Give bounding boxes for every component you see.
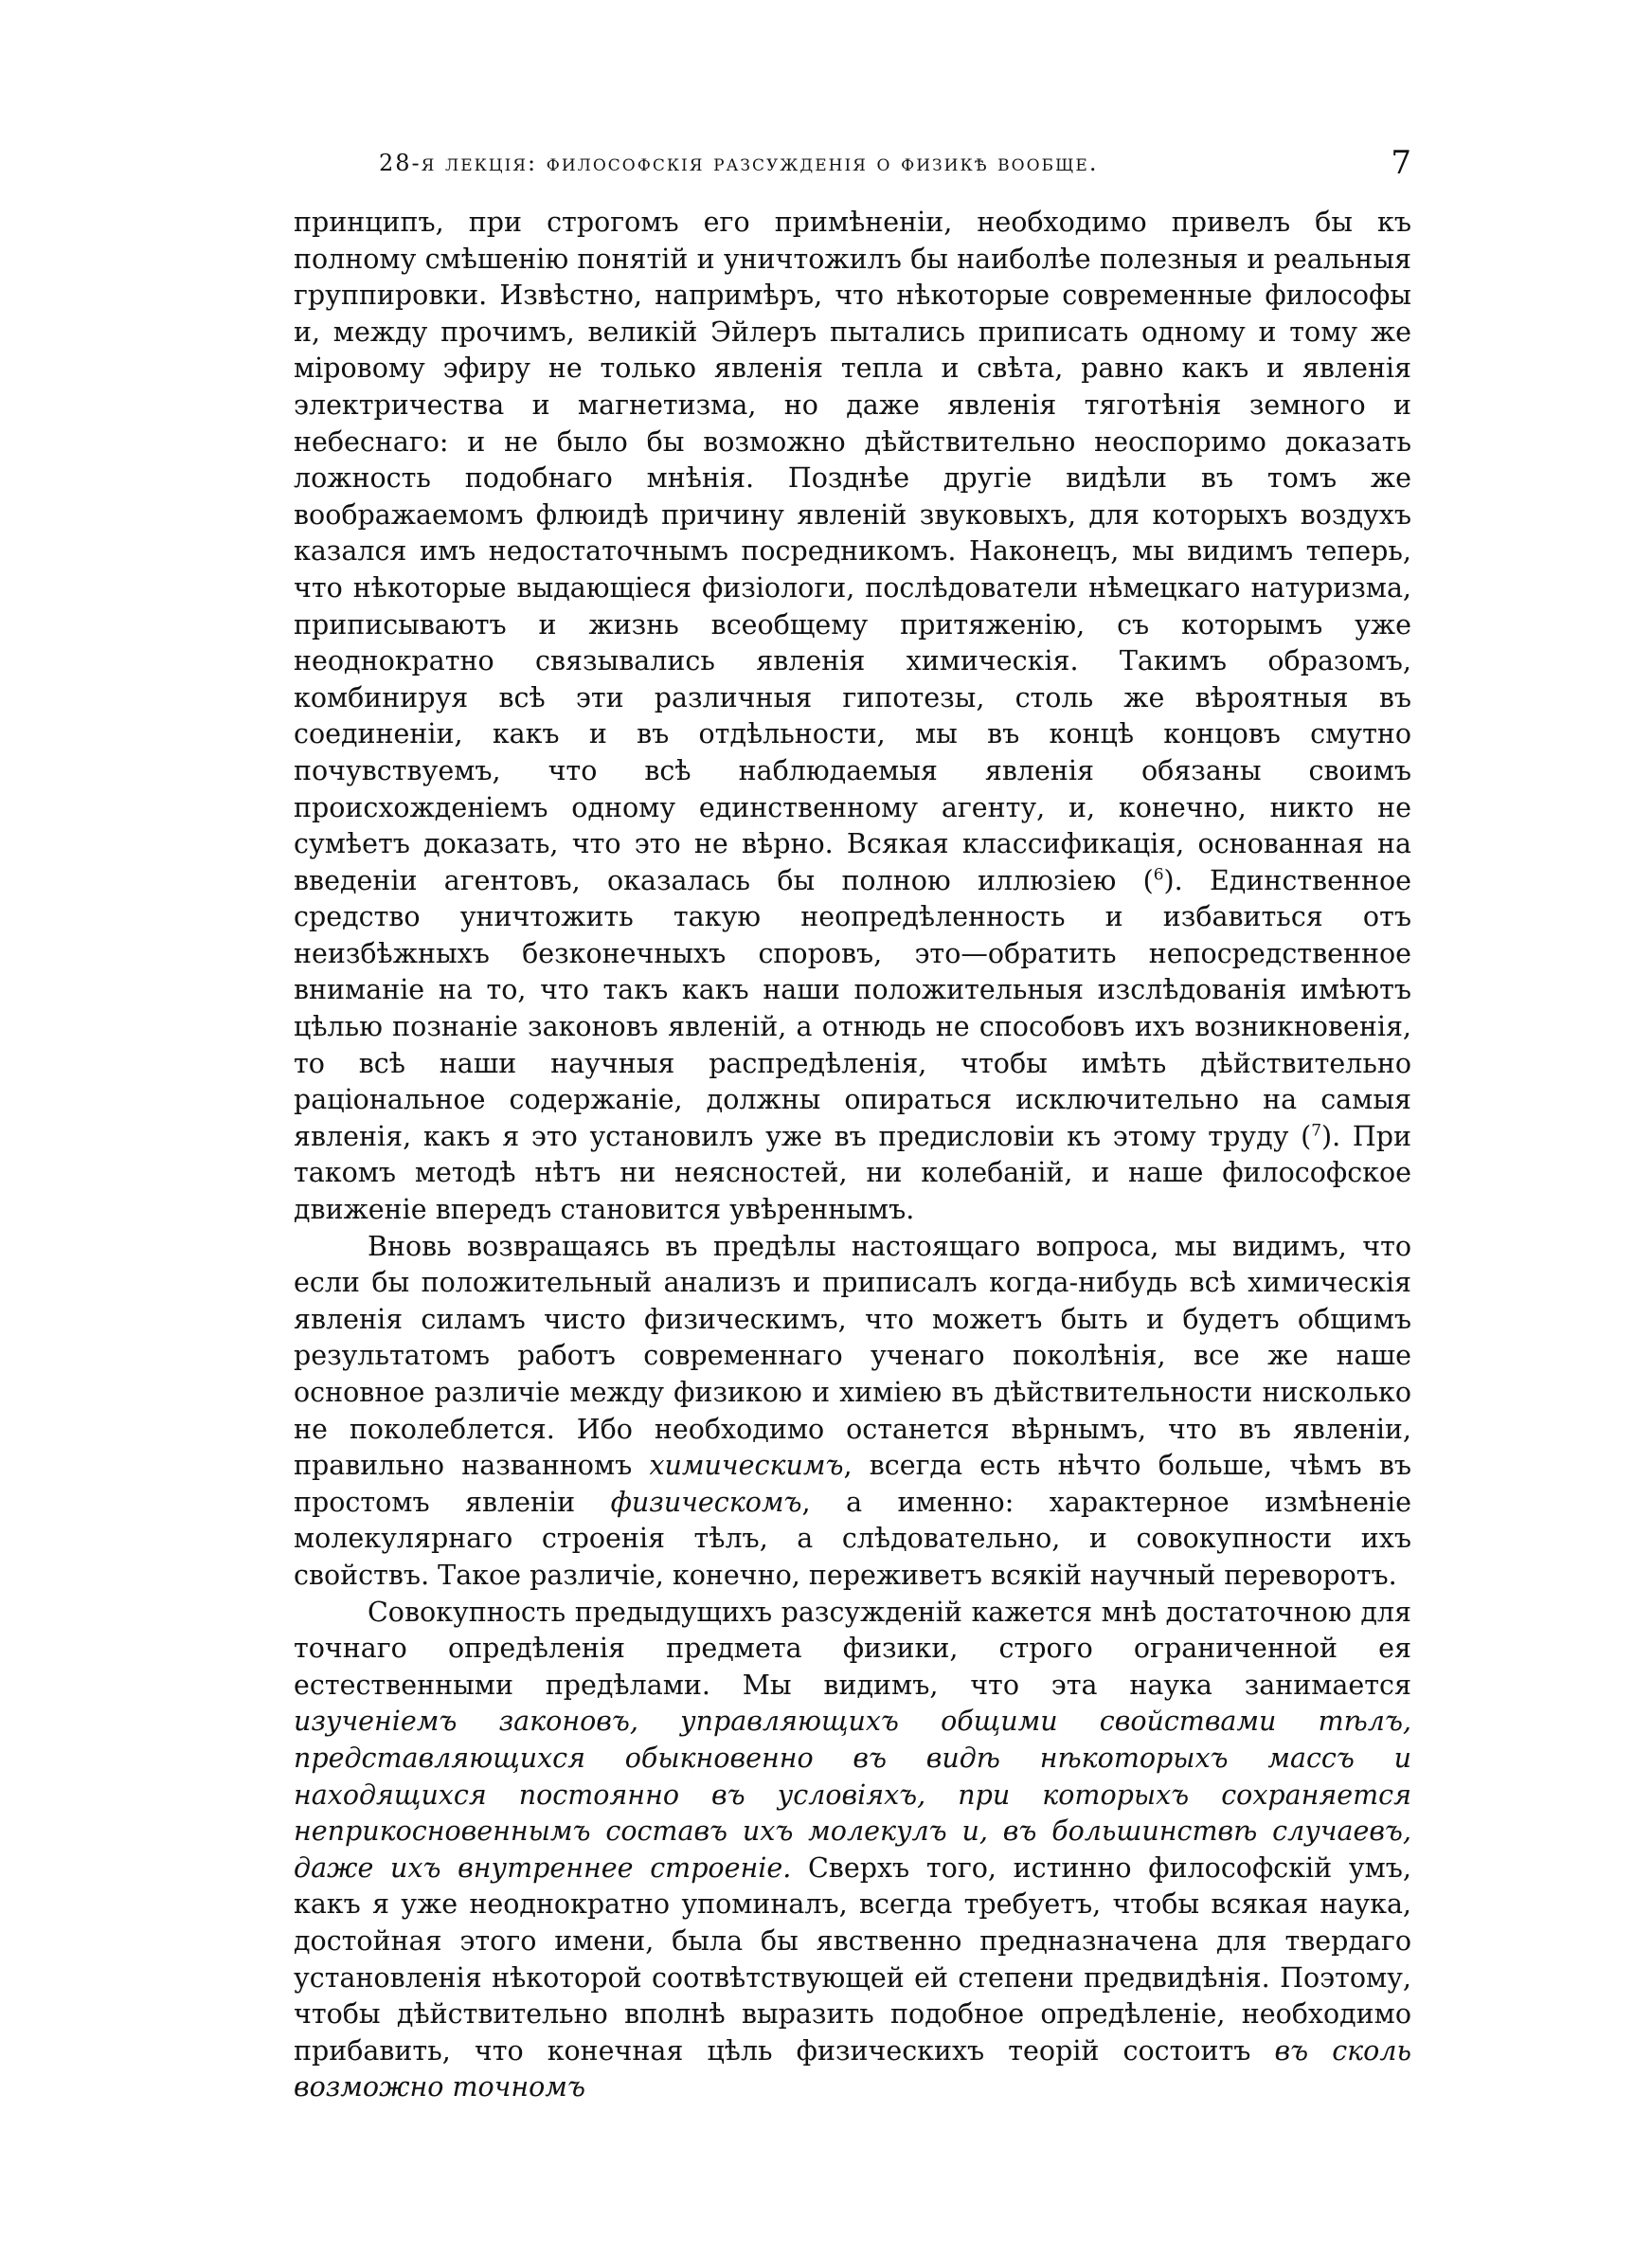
paragraph-2-text-c: , а именно: характерное измѣненіе молекулярнаго строенія тѣлъ, а слѣдовательно, и совокупности ихъ свойствъ. Такое различіе, конечно, переживетъ всякій научный переворотъ.: [294, 1486, 1411, 1591]
paragraph-2-italic-a: химическимъ: [649, 1450, 844, 1482]
paragraph-3-italic-a: изученіемъ законовъ, управляющихъ общими свойствами тѣлъ, представляющихся обыкновенно въ видѣ нѣкоторыхъ массъ и находящихся постоянно въ условіяхъ, при которыхъ сохраняется неприкосновеннымъ составъ ихъ молекулъ и, въ большинствѣ случаевъ, даже ихъ внутреннее строеніе.: [294, 1706, 1411, 1884]
paragraph-3: [294, 1595, 1411, 2106]
paragraph-1-text-c: ). При такомъ методѣ нѣтъ ни неясностей, ни колебаній, и наше философское движеніе впередъ становится увѣреннымъ.: [294, 1120, 1411, 1226]
book-page: [294, 142, 1411, 2122]
paragraph-1: [294, 205, 1411, 1229]
page-number: 7: [1391, 144, 1411, 182]
paragraph-3-text-a: Совокупность предыдущихъ разсужденій кажется мнѣ достаточною для точнаго опредѣленія предмета физики, строго ограниченной ея естественными предѣлами. Мы видимъ, что эта наука занимается: [294, 1596, 1411, 1701]
footnote-ref-7: 7: [1311, 1121, 1322, 1141]
running-title: 28-я лекція: философскія разсужденія о физикѣ вообще.: [379, 150, 1099, 176]
paragraph-2-text-a: Вновь возвращаясь въ предѣлы настоящаго вопроса, мы видимъ, что если бы положительный анализъ и приписалъ когда-нибудь всѣ химическія явленія силамъ чисто физическимъ, что можетъ быть и будетъ общимъ результатомъ работъ современнаго ученаго поколѣнія, все же наше основное различіе между физикою и химіею въ дѣйствительности нисколько не поколеблется. Ибо необходимо останется вѣрнымъ, что въ явленіи, правильно названномъ: [294, 1230, 1411, 1482]
paragraph-1-text-a: принципъ, при строгомъ его примѣненіи, необходимо привелъ бы къ полному смѣшенію понятій и уничтожилъ бы наиболѣе полезныя и реальныя группировки. Извѣстно, напримѣръ, что нѣкоторые современные философы и, между прочимъ, великій Эйлеръ пытались приписать одному и тому же міровому эфиру не только явленія тепла и свѣта, равно какъ и явленія электричества и магнетизма, но даже явленія тяготѣнія земного и небеснаго: и не было бы возможно дѣйствительно неоспоримо доказать ложность подобнаго мнѣнія. Позднѣе другіе видѣли въ томъ же воображаемомъ флюидѣ причину явленій звуковыхъ, для которыхъ воздухъ казался имъ недостаточнымъ посредникомъ. Наконецъ, мы видимъ теперь, что нѣкоторые выдающіеся физіологи, послѣдователи нѣмецкаго натуризма, приписываютъ и жизнь всеобщему притяженію, съ которымъ уже неоднократно связывались явленія химическія. Такимъ образомъ, комбинируя всѣ эти различныя гипотезы, столь же вѣроятныя въ соединеніи, какъ и въ отдѣльности, мы въ концѣ концовъ смутно почувствуемъ, что всѣ наблюдаемыя явленія обязаны своимъ происхожденіемъ одному единственному агенту, и, конечно, никто не сумѣетъ доказать, что это не вѣрно. Всякая классификація, основанная на введеніи агентовъ, оказалась бы полною иллюзіею (: [294, 207, 1411, 896]
paragraph-2: [294, 1229, 1411, 1595]
paragraph-3-text-b: Сверхъ того, истинно философскій умъ, какъ я уже неоднократно упоминалъ, всегда требуетъ, чтобы всякая наука, достойная этого имени, была бы явственно предназначена для твердаго установленія нѣкоторой соотвѣтствующей ей степени предвидѣнія. Поэтому, чтобы дѣйствительно вполнѣ выразить подобное опредѣленіе, необходимо прибавить, что конечная цѣль физическихъ теорій состоитъ: [294, 1851, 1411, 2067]
paragraph-3-italic-b: въ сколь возможно точномъ: [294, 2034, 1411, 2104]
running-head: [294, 142, 1411, 199]
paragraph-1-text-b: ). Единственное средство уничтожить такую неопредѣленность и избавиться отъ неизбѣжныхъ безконечныхъ споровъ, это—обратить непосредственное вниманіе на то, что такъ какъ наши положительныя изслѣдованія имѣютъ цѣлью познаніе законовъ явленій, а отнюдь не способовъ ихъ возникновенія, то всѣ наши научныя распредѣленія, чтобы имѣть дѣйствительно раціональное содержаніе, должны опираться исключительно на самыя явленія, какъ я это установилъ уже въ предисловіи къ этому труду (: [294, 864, 1411, 1152]
paragraph-2-italic-b: физическомъ: [610, 1486, 802, 1518]
footnote-ref-6: 6: [1153, 865, 1164, 885]
body-text: [294, 205, 1411, 2106]
paragraph-2-text-b: , всегда есть нѣчто больше, чѣмъ въ простомъ явленіи: [294, 1450, 1411, 1518]
